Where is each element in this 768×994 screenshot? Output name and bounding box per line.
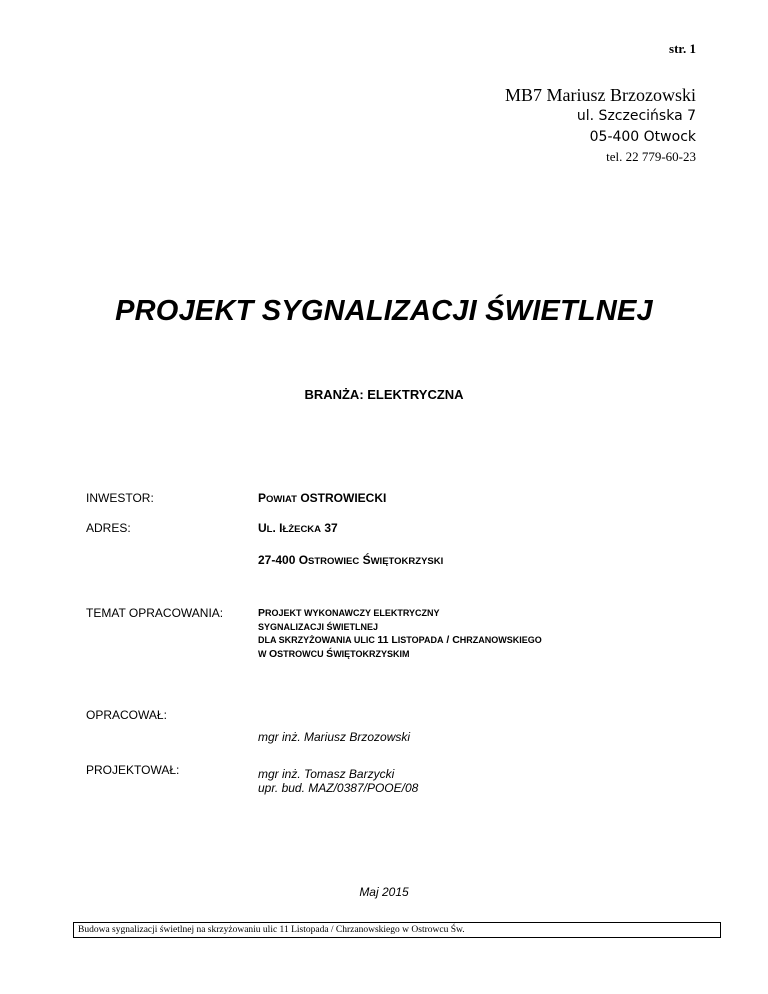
address-line-1 <box>258 521 338 535</box>
address-part: U <box>258 521 267 535</box>
address-part: Ś <box>359 553 371 567</box>
topic-label: TEMAT OPRACOWANIA: <box>86 606 224 620</box>
investor-value-part: OSTROWIECKI <box>296 491 387 505</box>
topic-part: STROWCU <box>277 648 327 659</box>
topic-part: ROJEKT WYKONAWCZY ELEKTRYCZNY <box>265 608 440 618</box>
company-name: MB7 Mariusz Brzozowski <box>505 85 696 105</box>
prepared-by-value: mgr inż. Mariusz Brzozowski <box>258 730 411 744</box>
topic-part: W <box>258 648 269 659</box>
investor-value-part: P <box>258 491 267 505</box>
topic-line-1 <box>258 607 542 621</box>
topic-part: Ś <box>326 647 334 660</box>
address-part: 37 <box>321 521 338 535</box>
investor-label: INWESTOR: <box>86 491 154 505</box>
topic-part: 11 L <box>377 634 398 646</box>
investor-value <box>258 491 386 505</box>
topic-line-2: SYGNALIZACJI ŚWIETLNEJ <box>258 621 379 632</box>
topic-part: O <box>269 647 278 660</box>
topic-part: DLA SKRZYŻOWANIA ULIC <box>258 635 378 645</box>
address-part: . I <box>272 521 283 535</box>
company-block <box>505 84 696 165</box>
address-part: ŁŻECKA <box>282 524 322 535</box>
topic-line-4 <box>258 648 542 662</box>
designed-by-license: upr. bud. MAZ/0387/POOE/08 <box>258 781 419 795</box>
company-city: 05-400 Otwock <box>589 129 696 145</box>
topic-part: P <box>258 607 266 619</box>
footer: Budowa sygnalizacji świetlnej na skrzyżowaniu ulic 11 Listopada / Chrzanowskiego w Ostrowcu Św. <box>73 922 721 938</box>
address-part: STROWIEC <box>308 556 360 567</box>
company-phone: tel. 22 779-60-23 <box>606 149 696 164</box>
topic-part: ISTOPADA <box>397 635 444 645</box>
page-number: str. 1 <box>669 41 696 56</box>
document-date: Maj 2015 <box>359 885 409 899</box>
topic-value <box>258 607 542 661</box>
address-line-2 <box>258 553 443 567</box>
company-street: ul. Szczecińska 7 <box>576 108 696 124</box>
address-part: 27-400 O <box>258 553 309 567</box>
address-label: ADRES: <box>86 521 131 535</box>
investor-value-part: OWIAT <box>266 494 297 505</box>
address-part: L <box>266 524 273 535</box>
branch-label: BRANŻA: ELEKTRYCZNA <box>304 387 464 402</box>
designed-by-label: PROJEKTOWAŁ: <box>86 763 180 777</box>
topic-part: WIĘTOKRZYSKIM <box>333 648 410 659</box>
prepared-by-label: OPRACOWAŁ: <box>86 708 167 722</box>
topic-part: / C <box>443 634 460 646</box>
designed-by-name: mgr inż. Tomasz Barzycki <box>258 767 395 781</box>
address-part: WIĘTOKRZYSKI <box>370 556 444 567</box>
topic-part: HRZANOWSKIEGO <box>459 635 542 645</box>
topic-line-3 <box>258 634 542 648</box>
document-title: PROJEKT SYGNALIZACJI ŚWIETLNEJ <box>115 295 653 327</box>
